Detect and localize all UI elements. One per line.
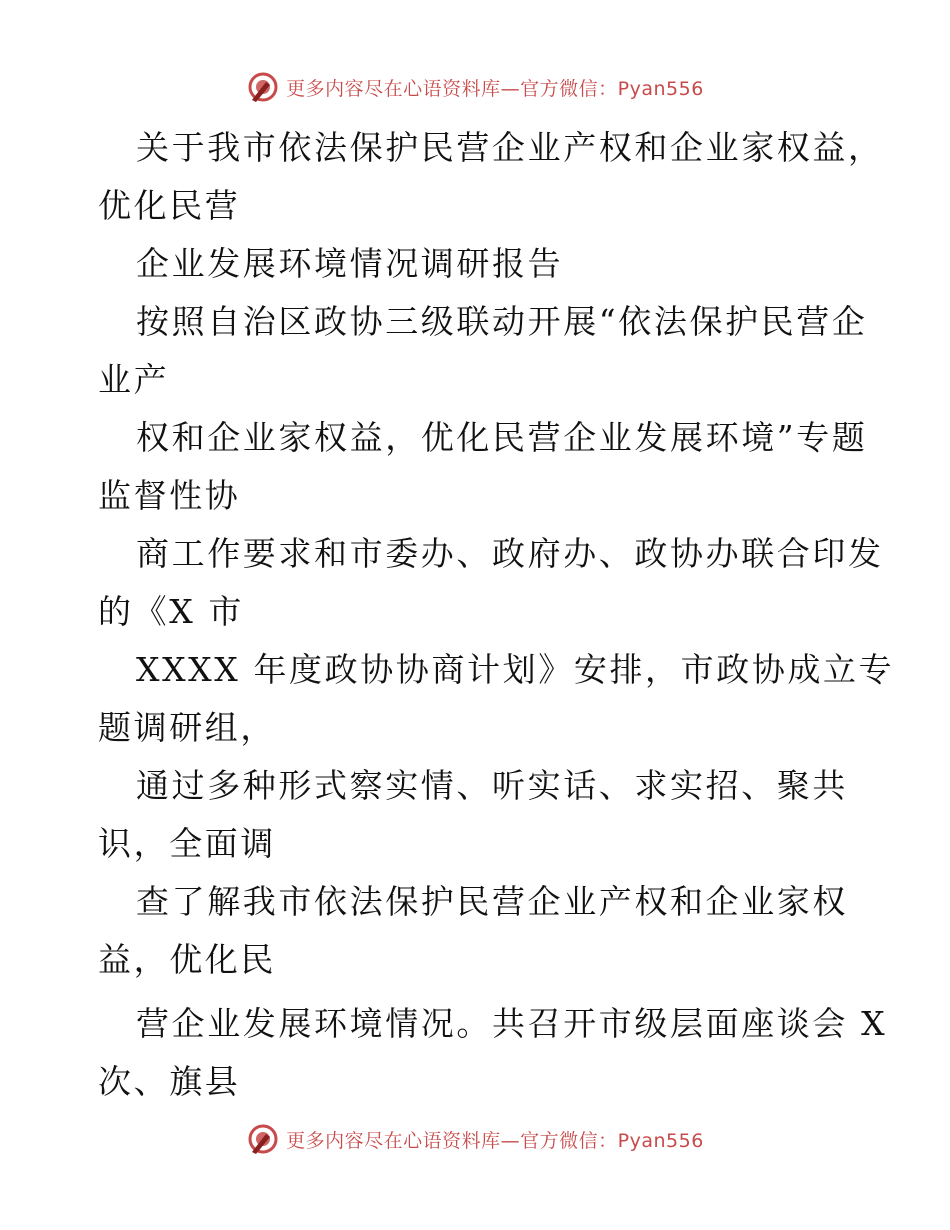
doc-line: 查了解我市依法保护民营企业产权和企业家权: [136, 882, 848, 921]
doc-line: 权和企业家权益，优化民营企业发展环境”专题: [136, 418, 868, 457]
doc-line: 的《X 市: [98, 592, 244, 631]
pen-circle-logo-icon: [246, 1122, 280, 1156]
doc-line: 益，优化民: [98, 940, 276, 979]
pen-circle-logo-icon: [246, 70, 280, 104]
doc-line: 题调研组，: [98, 708, 276, 747]
doc-line: 次、旗县: [98, 1062, 241, 1101]
doc-line: 企业发展环境情况调研报告: [136, 244, 564, 283]
footer-banner-text: 更多内容尽在心语资料库—官方微信：Pyan556: [286, 1129, 704, 1152]
doc-line: 营企业发展环境情况。共召开市级层面座谈会 X: [136, 1004, 888, 1043]
doc-line: 通过多种形式察实情、听实话、求实招、聚共: [136, 766, 848, 805]
footer-banner: [0, 1122, 950, 1156]
doc-line: 业产: [98, 360, 170, 399]
doc-line: 优化民营: [98, 186, 241, 225]
doc-line: 商工作要求和市委办、政府办、政协办联合印发: [136, 534, 884, 573]
doc-line: XXXX 年度政协协商计划》安排，市政协成立专: [136, 650, 895, 689]
doc-line: 按照自治区政协三级联动开展“依法保护民营企: [136, 302, 868, 341]
header-banner-text: 更多内容尽在心语资料库—官方微信：Pyan556: [286, 77, 704, 100]
doc-line: 识，全面调: [98, 824, 276, 863]
doc-line: 关于我市依法保护民营企业产权和企业家权益，: [136, 128, 884, 167]
doc-line: 监督性协: [98, 476, 241, 515]
header-banner: [0, 70, 950, 104]
